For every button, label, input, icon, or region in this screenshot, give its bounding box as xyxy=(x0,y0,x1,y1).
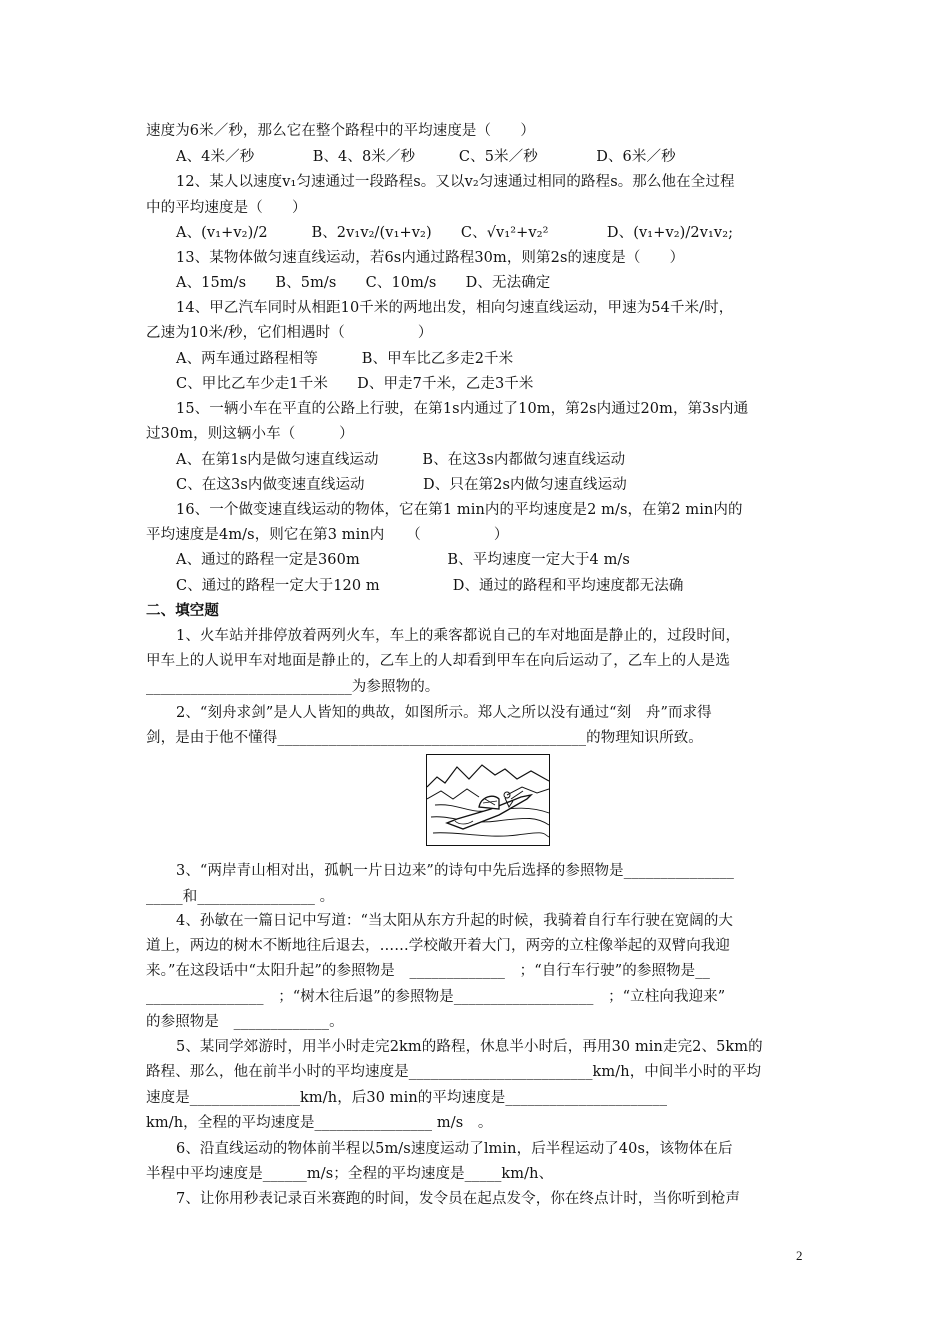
text-line: 道上，两边的树木不断地往后退去，……学校敞开着大门，两旁的立柱像举起的双臂向我迎 xyxy=(146,938,730,954)
text-line: _____和________________ 。 xyxy=(146,889,335,905)
fill-question-3: 3、“两岸青山相对出，孤帆一片日边来”的诗句中先后选择的参照物是_______________ xyxy=(176,863,734,879)
question-14: 14、甲乙汽车同时从相距10千米的两地出发，相向匀速直线运动，甲速为54千米/时， xyxy=(176,300,734,316)
question-12: 12、某人以速度v₁匀速通过一段路程s。又以v₂匀速通过相同的路程s。那么他在全过程 xyxy=(176,174,735,190)
option-line: A、通过的路程一定是360m B、平均速度一定大于4 m/s xyxy=(176,552,630,568)
text-line: 中的平均速度是（ ） xyxy=(146,200,307,216)
text-line: 路程、那么，他在前半小时的平均速度是_________________________km/h，中间半小时的平均 xyxy=(146,1064,762,1080)
option-line: A、两车通过路程相等 B、甲车比乙多走2千米 xyxy=(176,351,514,367)
question-15: 15、一辆小车在平直的公路上行驶，在第1s内通过了10m，第2s内通过20m，第3s内通 xyxy=(176,401,749,417)
fill-question-6: 6、沿直线运动的物体前半程以5m/s速度运动了lmin，后半程运动了40s，该物体在后 xyxy=(176,1141,733,1157)
option-line: C、甲比乙车少走1千米 D、甲走7千米，乙走3千米 xyxy=(176,376,534,392)
fill-question-2: 2、“刻舟求剑”是人人皆知的典故，如图所示。郑人之所以没有通过“刻 舟”而求得 xyxy=(176,705,712,721)
option-line: A、在第1s内是做匀速直线运动 B、在这3s内都做匀速直线运动 xyxy=(176,452,626,468)
fill-question-7: 7、让你用秒表记录百米赛跑的时间，发令员在起点发令，你在终点计时，当你听到枪声 xyxy=(176,1191,741,1207)
text-line: 半程中平均速度是______m/s；全程的平均速度是_____km/h、 xyxy=(146,1166,554,1182)
text-line: ____________________________为参照物的。 xyxy=(146,679,440,695)
text-line: 速度是_______________km/h，后30 min的平均速度是______________________ xyxy=(146,1090,668,1106)
fill-question-4: 4、孙敏在一篇日记中写道：“当太阳从东方升起的时候，我骑着自行车行驶在宽阔的大 xyxy=(176,913,734,929)
question-16: 16、一个做变速直线运动的物体，它在第1 min内的平均速度是2 m/s，在第2 min内的 xyxy=(176,502,743,518)
text-line: 甲车上的人说甲车对地面是静止的，乙车上的人却看到甲车在向后运动了，乙车上的人是选 xyxy=(146,653,730,669)
text-line: ________________ ；“树木往后退”的参照物是___________________ ；“立柱向我迎来” xyxy=(146,989,726,1005)
text-line: 速度为6米／秒，那么它在整个路程中的平均速度是（ ） xyxy=(146,123,535,139)
text-line: 的参照物是 _____________。 xyxy=(146,1014,344,1030)
option-line: C、在这3s内做变速直线运动 D、只在第2s内做匀速直线运动 xyxy=(176,477,627,493)
option-line: A、4米／秒 B、4、8米／秒 C、5米／秒 D、6米／秒 xyxy=(176,149,676,165)
boat-illustration xyxy=(426,754,550,846)
option-line: C、通过的路程一定大于120 m D、通过的路程和平均速度都无法确 xyxy=(176,578,684,594)
text-line: 来。”在这段话中“太阳升起”的参照物是 _____________ ；“自行车行驶”的参照物是__ xyxy=(146,963,710,979)
section-heading: 二、填空题 xyxy=(146,603,219,619)
text-line: 剑，是由于他不懂得__________________________________________的物理知识所致。 xyxy=(146,730,703,746)
page-number: 2 xyxy=(796,1248,803,1263)
option-line: A、(v₁+v₂)/2 B、2v₁v₂/(v₁+v₂) C、√v₁²+v₂² D、(v₁+v₂)/2v₁v₂; xyxy=(176,225,734,241)
boat-drawing xyxy=(427,755,549,845)
text-line: 平均速度是4m/s，则它在第3 min内 （ ） xyxy=(146,527,509,543)
fill-question-1: 1、火车站并排停放着两列火车，车上的乘客都说自己的车对地面是静止的，过段时间， xyxy=(176,628,741,644)
option-line: A、15m/s B、5m/s C、10m/s D、无法确定 xyxy=(176,275,551,291)
text-line: 过30m，则这辆小车（ ） xyxy=(146,426,354,442)
question-13: 13、某物体做匀速直线运动，若6s内通过路程30m，则第2s的速度是（ ） xyxy=(176,250,685,266)
text-line: km/h，全程的平均速度是________________ m/s 。 xyxy=(146,1115,493,1131)
text-line: 乙速为10米/秒，它们相遇时（ ） xyxy=(146,325,433,341)
fill-question-5: 5、某同学郊游时，用半小时走完2km的路程，休息半小时后，再用30 min走完2、5km的 xyxy=(176,1039,763,1055)
